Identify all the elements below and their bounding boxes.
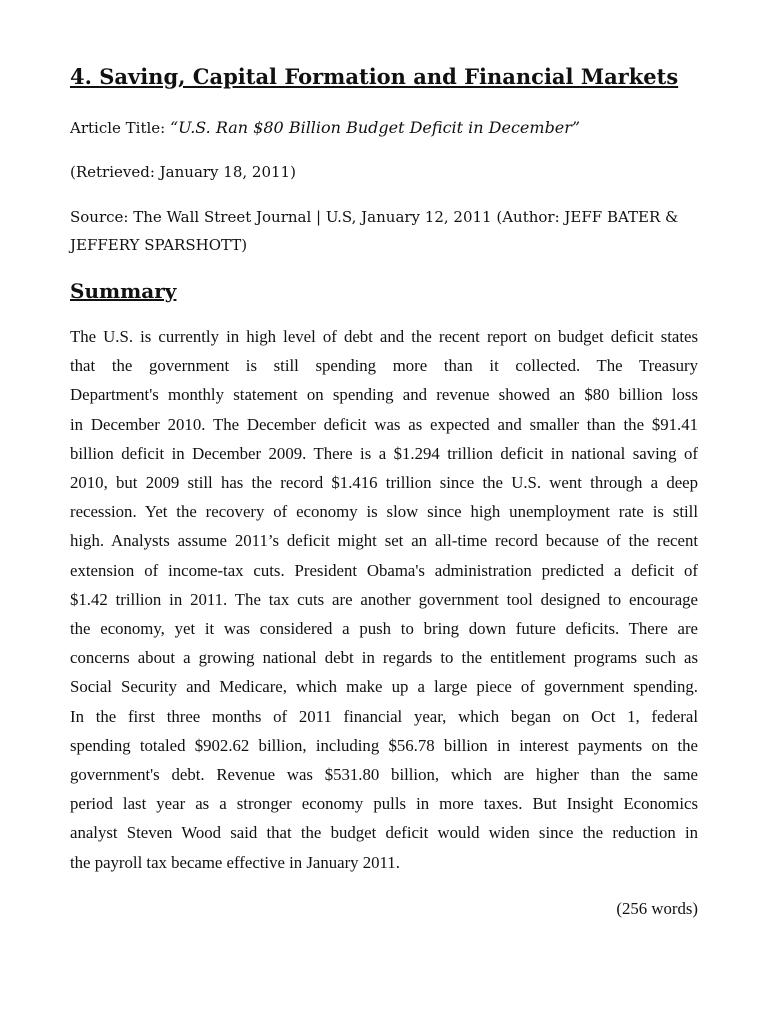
summary-line: The U.S. is currently in high level of debt and the recent report on budget deficit states <box>70 327 698 346</box>
word-count: (256 words) <box>616 899 698 918</box>
summary-paragraph <box>70 322 698 877</box>
article-title-label: Article Title: <box>70 119 170 137</box>
section-heading: 4. Saving, Capital Formation and Financial Markets <box>70 64 679 89</box>
article-title: “U.S. Ran $80 Billion Budget Deficit in December” <box>170 118 581 137</box>
summary-line: the payroll tax became effective in January 2011. <box>70 852 400 872</box>
summary-line: that the government is still spending more than it collected. The Treasury <box>70 356 698 376</box>
retrieved-date: (Retrieved: January 18, 2011) <box>70 163 296 181</box>
summary-line: high. Analysts assume 2011’s deficit might set an all-time record because of the recent <box>70 531 698 551</box>
summary-heading: Summary <box>70 279 177 303</box>
summary-line: analyst Steven Wood said that the budget deficit would widen since the reduction in <box>70 823 698 843</box>
summary-line: 2010, but 2009 still has the record $1.416 trillion since the U.S. went through a deep <box>70 473 698 493</box>
summary-line: spending totaled $902.62 billion, including $56.78 billion in interest payments on the <box>70 735 698 755</box>
summary-line: government's debt. Revenue was $531.80 billion, which are higher than the same <box>70 765 698 785</box>
summary-line: billion deficit in December 2009. There is a $1.294 trillion deficit in national saving of <box>70 443 698 463</box>
summary-line: in December 2010. The December deficit was as expected and smaller than the $91.41 <box>70 414 698 434</box>
summary-line: the economy, yet it was considered a push to bring down future deficits. There are <box>70 619 698 639</box>
summary-line: In the first three months of 2011 financial year, which began on Oct 1, federal <box>70 706 698 726</box>
summary-line: period last year as a stronger economy pulls in more taxes. But Insight Economics <box>70 794 698 814</box>
summary-line: concerns about a growing national debt in regards to the entitlement programs such as <box>70 648 698 668</box>
summary-line: extension of income-tax cuts. President Obama's administration predicted a deficit of <box>70 560 698 580</box>
source-line-2: JEFFERY SPARSHOTT) <box>70 236 248 254</box>
summary-line: Department's monthly statement on spending and revenue showed an $80 billion loss <box>70 385 698 405</box>
summary-line: $1.42 trillion in 2011. The tax cuts are another government tool designed to encourage <box>70 589 698 609</box>
article-title-line <box>70 114 580 142</box>
summary-line: Social Security and Medicare, which make up a large piece of government spending. <box>70 677 698 697</box>
source-citation <box>70 203 678 259</box>
source-line-1: Source: The Wall Street Journal | U.S, January 12, 2011 (Author: JEFF BATER & <box>70 208 679 226</box>
summary-line: recession. Yet the recovery of economy is slow since high unemployment rate is still <box>70 502 698 522</box>
